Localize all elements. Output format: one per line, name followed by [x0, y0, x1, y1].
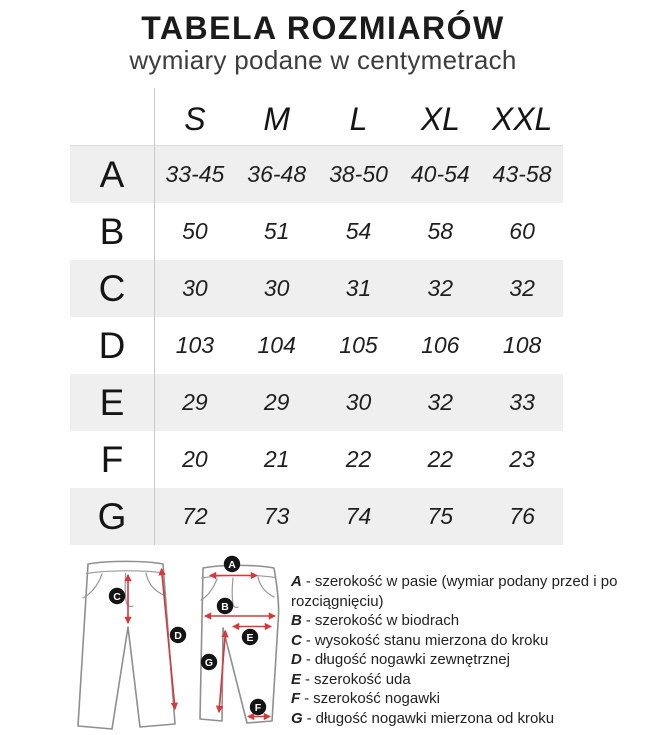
size-value-cell: 33-45 [165, 161, 225, 187]
pants-front-left-icon [78, 561, 186, 729]
legend-item-separator: - [305, 631, 311, 649]
legend-item-text: szerokość w biodrach [314, 612, 460, 629]
legend-item [291, 650, 638, 670]
size-value-cell: 30 [345, 389, 372, 415]
legend-item-separator: - [305, 573, 311, 590]
measurement-badge-a [224, 556, 240, 572]
svg-text:G: G [204, 656, 214, 669]
measurement-legend [291, 572, 638, 728]
size-value-cell: 51 [263, 218, 290, 244]
row-label: F [100, 438, 124, 480]
size-value-cell: 29 [182, 389, 208, 415]
svg-text:E: E [246, 631, 254, 644]
size-value-cell: 33 [509, 389, 535, 415]
size-value-cell: 103 [175, 332, 215, 358]
legend-item-separator: - [306, 709, 312, 727]
size-value-cell: 32 [509, 275, 535, 301]
legend-item [291, 611, 638, 631]
legend-item-text: wysokość stanu mierzona do kroku [314, 631, 549, 649]
size-value-cell: 43-58 [492, 161, 552, 187]
legend-item [291, 709, 638, 729]
size-value-cell: 54 [345, 218, 372, 244]
size-column-header: M [263, 101, 291, 137]
size-value-cell: 74 [345, 503, 372, 529]
size-table-body [70, 146, 563, 545]
table-row [70, 431, 563, 488]
size-value-cell: 30 [182, 275, 208, 301]
size-value-cell: 20 [182, 446, 208, 472]
size-table [70, 94, 563, 545]
size-value-cell: 75 [427, 503, 454, 529]
legend-item [291, 631, 638, 651]
measurement-badge-g [201, 654, 217, 670]
legend-item-text: szerokość uda [314, 670, 411, 688]
svg-text:A: A [228, 558, 236, 571]
size-value-cell: 30 [263, 275, 290, 301]
measurement-badge-d [170, 627, 186, 643]
table-divider-line [154, 88, 155, 545]
row-label: D [98, 324, 126, 366]
size-value-cell: 104 [257, 332, 296, 358]
row-label: C [98, 267, 126, 309]
legend-item-text: szerokość nogawki [313, 690, 440, 707]
size-column-header: XXL [491, 101, 553, 137]
table-row [70, 260, 563, 317]
legend-item [291, 689, 638, 709]
size-value-cell: 32 [427, 389, 454, 415]
legend-item-separator: - [305, 651, 311, 668]
size-value-cell: 22 [345, 446, 372, 472]
legend-item [291, 572, 638, 611]
legend-item-letter: G [291, 709, 303, 727]
size-value-cell: 21 [263, 446, 290, 472]
size-value-cell: 40-54 [410, 161, 470, 187]
size-table-header-row [70, 94, 563, 146]
table-row [70, 488, 563, 545]
page-title: TABELA ROZMIARÓW [141, 10, 505, 46]
pants-measurement-diagram [70, 555, 300, 735]
size-value-cell: 38-50 [329, 161, 388, 187]
legend-item-letter: F [291, 690, 301, 707]
pants-front-right-icon [200, 556, 279, 723]
svg-text:B: B [221, 600, 229, 613]
row-label: B [99, 210, 125, 252]
svg-text:D: D [174, 629, 182, 642]
size-value-cell: 22 [427, 446, 454, 472]
table-row [70, 374, 563, 431]
size-column-header: S [184, 101, 206, 137]
legend-item-separator: - [304, 690, 310, 707]
size-value-cell: 106 [421, 332, 460, 358]
size-value-cell: 105 [339, 332, 378, 358]
table-row [70, 203, 563, 260]
page-header [0, 0, 646, 74]
size-value-cell: 108 [502, 332, 542, 358]
size-value-cell: 50 [182, 218, 208, 244]
row-label: G [97, 495, 127, 537]
size-value-cell: 32 [427, 275, 454, 301]
legend-item-letter: A [291, 573, 302, 590]
row-label: A [99, 153, 125, 195]
size-value-cell: 73 [263, 503, 290, 529]
measurement-badge-f [250, 699, 266, 715]
size-value-cell: 31 [345, 275, 372, 301]
legend-item-letter: E [291, 670, 302, 688]
size-value-cell: 76 [509, 503, 535, 529]
measurement-badge-b [217, 598, 233, 614]
svg-text:C: C [113, 590, 121, 603]
size-value-cell: 29 [263, 389, 290, 415]
size-value-cell: 36-48 [247, 161, 307, 187]
size-value-cell: 23 [509, 446, 535, 472]
measurement-badge-e [242, 629, 258, 645]
legend-item-text: długość nogawki zewnętrznej [314, 651, 510, 668]
legend-item-letter: B [291, 612, 302, 629]
table-row [70, 146, 563, 203]
table-row [70, 317, 563, 374]
svg-text:F: F [254, 701, 262, 714]
legend-item-separator: - [305, 612, 311, 629]
legend-item-separator: - [305, 670, 311, 688]
page-subtitle: wymiary podane w centymetrach [129, 45, 517, 75]
legend-item [291, 670, 638, 690]
legend-item-text: długość nogawki mierzona od kroku [315, 709, 555, 727]
size-value-cell: 58 [427, 218, 454, 244]
legend-item-letter: C [291, 631, 302, 649]
legend-item-letter: D [291, 651, 302, 668]
size-value-cell: 60 [509, 218, 535, 244]
row-label: E [99, 381, 125, 423]
size-value-cell: 72 [182, 503, 208, 529]
legend-item-text: szerokość w pasie (wymiar podany przed i po rozciągnięciu) [291, 573, 618, 610]
size-column-header: XL [420, 101, 460, 137]
size-column-header: L [349, 101, 368, 137]
measurement-badge-c [109, 588, 125, 604]
